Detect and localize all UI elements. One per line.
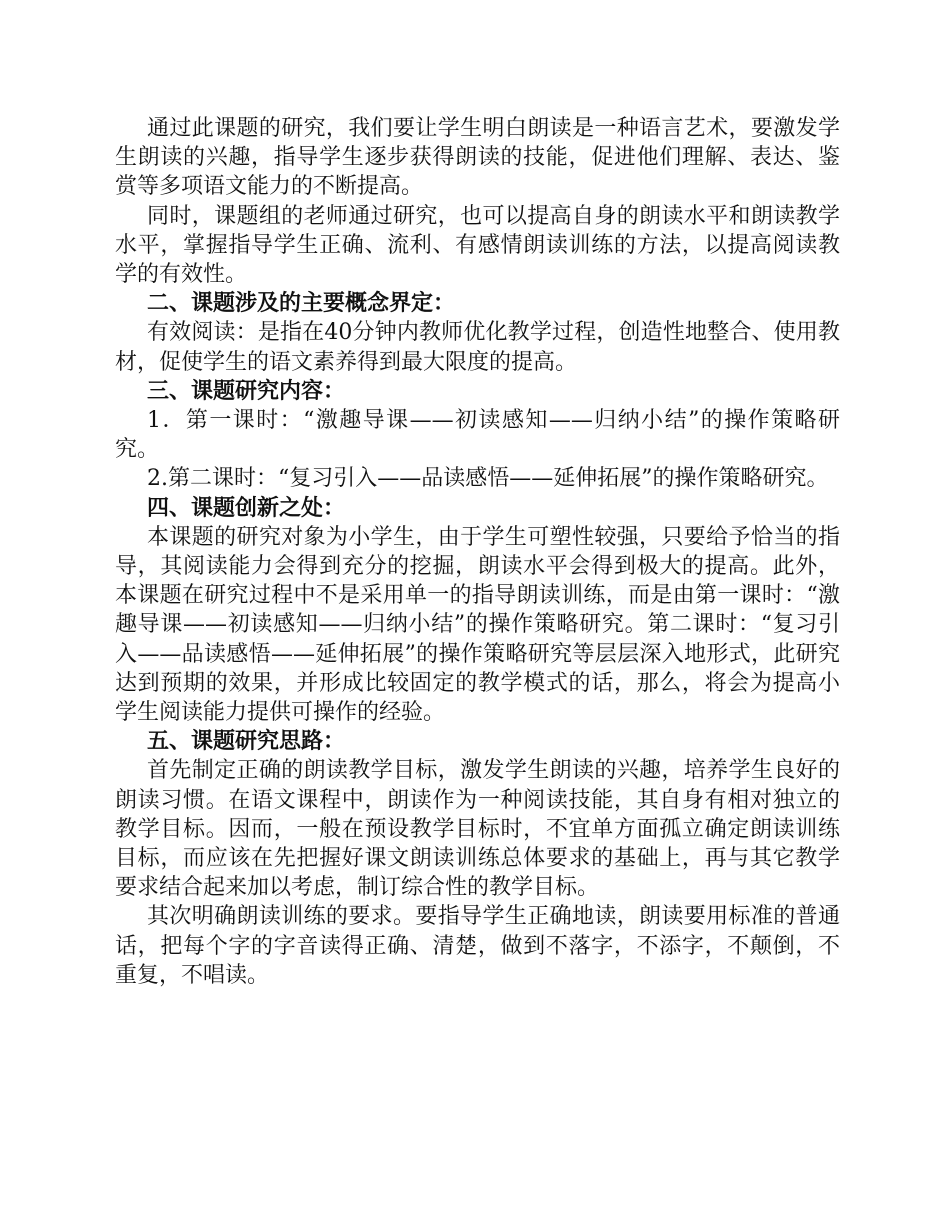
paragraph-teacher-benefit: 同时，课题组的老师通过研究，也可以提高自身的朗读水平和朗读教学水平，掌握指导学生正确、流利、有感情朗读训练的方法，以提高阅读教学的有效性。 [115, 203, 840, 288]
paragraph-innovation: 本课题的研究对象为小学生，由于学生可塑性较强，只要给予恰当的指导，其阅读能力会得到充分的挖掘，朗读水平会得到极大的提高。此外，本课题在研究过程中不是采用单一的指导朗读训练，而是由第一课时：“激趣导课——初读感知——归纳小结”的操作策略研究。第二课时：“复习引入——品读感悟——延伸拓展”的操作策略研究等层层深入地形式，此研究达到预期的效果，并形成比较固定的教学模式的话，那么，将会为提高小学生阅读能力提供可操作的经验。 [115, 524, 840, 726]
paragraph-research-purpose: 通过此课题的研究，我们要让学生明白朗读是一种语言艺术，要激发学生朗读的兴趣，指导学生逐步获得朗读的技能，促进他们理解、表达、鉴赏等多项语文能力的不断提高。 [115, 116, 840, 200]
document-body [115, 114, 840, 990]
heading-innovation: 四、课题创新之处： [147, 494, 346, 521]
heading-research-content: 三、课题研究内容： [147, 377, 346, 404]
paragraph-second-lesson: 2.第二课时：“复习引入——品读感悟——延伸拓展”的操作策略研究。 [147, 466, 829, 492]
heading-concept-definition: 二、课题涉及的主要概念界定： [147, 290, 456, 317]
paragraph-effective-reading: 有效阅读：是指在40分钟内教师优化教学过程，创造性地整合、使用教材，促使学生的语文素养得到最大限度的提高。 [115, 320, 840, 375]
paragraph-reading-requirements: 其次明确朗读训练的要求。要指导学生正确地读，朗读要用标准的普通话，把每个字的字音读得正确、清楚，做到不落字，不添字，不颠倒，不重复，不唱读。 [115, 904, 840, 988]
paragraph-teaching-goals: 首先制定正确的朗读教学目标，激发学生朗读的兴趣，培养学生良好的朗读习惯。在语文课程中，朗读作为一种阅读技能，其自身有相对独立的教学目标。因而，一般在预设教学目标时，不宜单方面孤立确定朗读训练目标，而应该在先把握好课文朗读训练总体要求的基础上，再与其它教学要求结合起来加以考虑，制订综合性的教学目标。 [115, 758, 840, 901]
paragraph-first-lesson: 1．第一课时：“激趣导课——初读感知——归纳小结”的操作策略研究。 [115, 408, 840, 463]
heading-research-approach: 五、课题研究思路： [147, 728, 346, 755]
